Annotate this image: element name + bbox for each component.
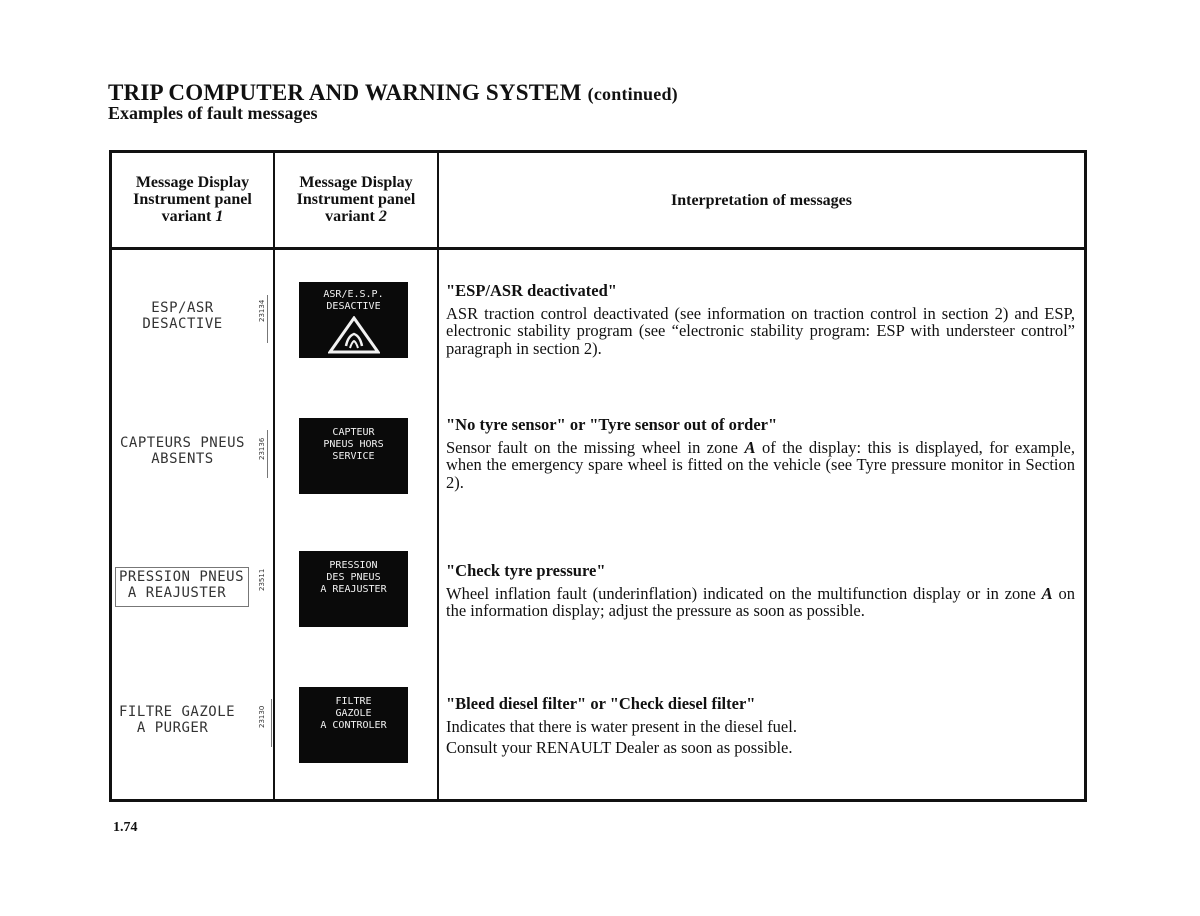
v1-line: ESP/ASR xyxy=(151,300,214,316)
col1-variant-num: 1 xyxy=(215,208,224,225)
col2-line2: Instrument panel xyxy=(296,191,416,208)
body-text: Wheel inflation fault (underinflation) indicated on the multifunction display or in zone xyxy=(446,583,1042,603)
body-text: of the display: this is displayed, for example, when the emergency spare wheel is fitted on the vehicle (see Tyre pressure monitor in Section 2). xyxy=(446,437,1075,492)
zone-letter: A xyxy=(1041,583,1053,603)
v2-line: PRESSION xyxy=(329,560,378,571)
variant1-display-tyre-sensor xyxy=(115,435,250,475)
body-text: on the information display; adjust the pressure as soon as possible. xyxy=(446,583,1075,620)
v1-line: ABSENTS xyxy=(151,451,214,467)
figure-ref-code: 23136 xyxy=(258,437,266,460)
variant1-display-tyre-pressure xyxy=(115,567,249,607)
figure-ref-code: 23511 xyxy=(258,568,266,591)
title-suffix: (continued) xyxy=(587,84,678,104)
col1-line2: Instrument panel xyxy=(133,191,252,208)
col2-variant-word: variant xyxy=(325,208,375,225)
message-body: Indicates that there is water present in the diesel fuel. xyxy=(446,716,797,736)
v1-line: CAPTEURS PNEUS xyxy=(119,435,245,451)
header-divider xyxy=(112,247,1084,250)
zone-letter: A xyxy=(744,437,756,457)
v2-line: SERVICE xyxy=(332,451,375,462)
variant1-display-esp xyxy=(115,300,250,340)
col2-line3 xyxy=(275,208,437,225)
variant2-display-diesel-filter xyxy=(299,687,408,763)
figure-ref-code: 23130 xyxy=(258,705,266,728)
v2-line: A REAJUSTER xyxy=(320,584,387,595)
message-esp-asr xyxy=(446,282,1075,361)
variant2-display-esp xyxy=(299,282,408,358)
v1-line: A PURGER xyxy=(119,720,209,736)
col2-variant-num: 2 xyxy=(378,208,387,225)
message-body: ASR traction control deactivated (see information on traction control in section 2) and ESP, electronic stability program (see “electronic stability program: ESP with understeer control” paragraph in section 2). xyxy=(446,303,1075,358)
v2-line: DESACTIVE xyxy=(326,301,381,312)
message-body xyxy=(446,439,1075,492)
body-text: Sensor fault on the missing wheel in zone xyxy=(446,437,745,457)
v2-line: FILTRE xyxy=(335,696,372,707)
v2-line: DES PNEUS xyxy=(326,572,381,583)
page-subtitle: Examples of fault messages xyxy=(108,103,318,123)
page-number: 1.74 xyxy=(113,820,138,835)
v2-line: GAZOLE xyxy=(335,708,372,719)
title-main: TRIP COMPUTER AND WARNING SYSTEM xyxy=(108,80,582,105)
message-title: "ESP/ASR deactivated" xyxy=(446,281,617,300)
message-tyre-sensor xyxy=(446,416,1075,495)
display-bracket xyxy=(267,430,268,478)
display-bracket xyxy=(267,295,268,343)
figure-ref-code: 23134 xyxy=(258,299,266,322)
v1-line: PRESSION PNEUS xyxy=(119,569,245,585)
variant2-display-tyre-pressure xyxy=(299,551,408,627)
v1-line: FILTRE GAZOLE xyxy=(119,704,236,720)
v2-line: ASR/E.S.P. xyxy=(323,289,384,300)
column-header-variant-1 xyxy=(112,174,273,225)
v2-line: CAPTEUR xyxy=(332,427,375,438)
message-body xyxy=(446,585,1075,620)
v1-line: A REAJUSTER xyxy=(119,585,227,601)
esp-warning-triangle-icon xyxy=(328,316,380,354)
v1-line: DESACTIVE xyxy=(142,316,223,332)
col1-line3 xyxy=(112,208,273,225)
display-bracket xyxy=(271,699,272,747)
variant1-display-diesel-filter xyxy=(115,704,254,744)
column-header-interpretation: Interpretation of messages xyxy=(670,192,852,209)
message-title: "Bleed diesel filter" or "Check diesel filter" xyxy=(446,694,756,713)
message-tyre-pressure xyxy=(446,562,1075,624)
message-title: "Check tyre pressure" xyxy=(446,561,606,580)
v2-line: PNEUS HORS xyxy=(323,439,384,450)
col1-line1: Message Display xyxy=(135,174,250,191)
message-diesel-filter xyxy=(446,695,1075,761)
variant2-display-tyre-sensor xyxy=(299,418,408,494)
v2-line: A CONTROLER xyxy=(320,720,387,731)
message-title: "No tyre sensor" or "Tyre sensor out of order" xyxy=(446,415,778,434)
message-body: Consult your RENAULT Dealer as soon as possible. xyxy=(446,738,793,757)
col2-line1: Message Display xyxy=(299,174,413,191)
column-header-variant-2 xyxy=(275,174,437,225)
col1-variant-word: variant xyxy=(161,208,212,225)
